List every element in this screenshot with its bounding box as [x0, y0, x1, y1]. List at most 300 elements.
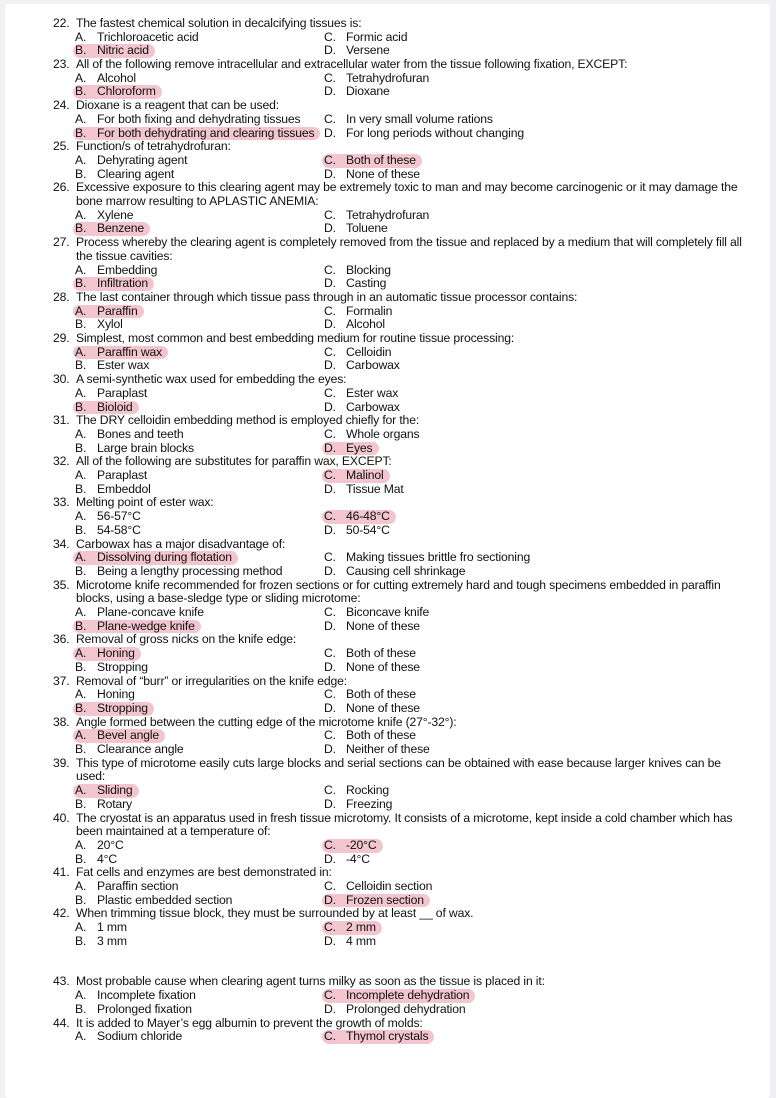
question-item: [53, 140, 753, 181]
option-text: Paraffin wax: [97, 344, 163, 359]
question-text: This type of microtome easily cuts large blocks and serial sections can be obtained with ease because larger knives can be used:: [76, 755, 721, 784]
option-letter: B.: [75, 43, 87, 58]
option-letter: B.: [75, 221, 87, 236]
question-text: Removal of gross nicks on the knife edge:: [76, 632, 297, 647]
question-stem: [53, 455, 753, 469]
option-letter: C.: [324, 303, 336, 318]
question-text: Carbowax has a major disadvantage of:: [76, 536, 286, 551]
answer-option: [324, 1003, 466, 1017]
option-letter: A.: [75, 550, 87, 565]
option-text: Neither of these: [346, 742, 430, 756]
question-number: 44.: [53, 1015, 70, 1030]
option-content: [75, 483, 151, 497]
option-content: [324, 702, 420, 716]
option-letter: D.: [324, 481, 336, 496]
highlighted-answer: [73, 346, 168, 360]
option-letter: B.: [75, 125, 87, 140]
option-content: [75, 1030, 182, 1044]
option-letter: A.: [75, 29, 87, 44]
option-letter: D.: [324, 1001, 336, 1016]
option-text: Clearance angle: [97, 742, 184, 756]
highlighted-answer: [73, 702, 154, 716]
answer-option: [324, 31, 407, 45]
answer-option: [324, 277, 386, 291]
answer-options: [53, 510, 753, 537]
option-content: [75, 168, 174, 182]
answer-option: [324, 661, 420, 675]
answer-options: [53, 839, 753, 866]
option-letter: D.: [324, 276, 336, 291]
option-text: Tissue Mat: [346, 481, 404, 496]
answer-options: [53, 113, 753, 140]
answer-option: [324, 222, 388, 236]
answer-option: [324, 921, 382, 935]
question-stem: [53, 757, 753, 784]
option-letter: A.: [75, 988, 87, 1003]
option-content: [324, 483, 404, 497]
option-letter: D.: [324, 125, 336, 140]
option-letter: C.: [324, 550, 336, 565]
question-number: 23.: [53, 57, 70, 72]
option-letter: D.: [324, 659, 336, 674]
option-letter: B.: [75, 933, 87, 948]
question-number: 39.: [53, 755, 70, 770]
answer-option: [75, 661, 148, 675]
option-content: [324, 428, 419, 442]
answer-options: [53, 551, 753, 578]
option-letter: B.: [75, 1001, 87, 1016]
answer-option: [324, 989, 475, 1003]
question-stem: [53, 140, 753, 154]
option-text: Casting: [346, 276, 387, 291]
highlighted-answer: [322, 894, 430, 908]
option-content: [324, 524, 390, 538]
question-text: All of the following are substitutes for paraffin wax, EXCEPT:: [76, 454, 392, 469]
question-number: 42.: [53, 906, 70, 921]
option-text: Plastic embedded section: [97, 892, 233, 907]
answer-option: [324, 346, 391, 360]
option-text: Honing: [97, 687, 135, 702]
option-letter: C.: [324, 468, 336, 483]
answer-options: [53, 729, 753, 756]
option-letter: C.: [324, 728, 336, 743]
option-letter: D.: [324, 399, 336, 414]
option-letter: C.: [324, 837, 336, 852]
highlighted-answer: [73, 277, 154, 291]
question-text: Simplest, most common and best embedding medium for routine tissue processing:: [76, 331, 515, 346]
answer-option: [324, 729, 416, 743]
question-number: 36.: [53, 632, 70, 647]
question-item: [53, 675, 753, 716]
option-content: [324, 729, 416, 743]
option-content: [324, 72, 429, 86]
option-content: [324, 743, 430, 757]
option-content: [324, 127, 524, 141]
answer-option: [324, 524, 390, 538]
answer-option: [75, 510, 141, 524]
option-text: Incomplete fixation: [97, 988, 196, 1003]
question-number: 30.: [53, 372, 70, 387]
option-letter: C.: [324, 879, 336, 893]
option-text: 20°C: [97, 837, 124, 852]
answer-option: [75, 318, 123, 332]
option-letter: D.: [324, 358, 336, 373]
answer-option: [324, 264, 391, 278]
option-text: Sodium chloride: [97, 1029, 183, 1044]
question-stem: [53, 373, 753, 387]
answer-option: [75, 277, 154, 291]
option-content: [75, 935, 127, 949]
answer-option: [75, 85, 162, 99]
answer-option: [75, 606, 204, 620]
option-letter: C.: [324, 344, 336, 359]
question-item: [53, 812, 753, 867]
answer-option: [75, 839, 124, 853]
question-number: 26.: [53, 180, 70, 195]
highlighted-answer: [322, 839, 383, 853]
answer-option: [75, 72, 136, 86]
option-text: Stropping: [97, 700, 148, 715]
highlighted-answer: [73, 620, 201, 634]
option-letter: A.: [75, 646, 87, 661]
question-stem: [53, 236, 753, 263]
option-text: Alcohol: [97, 70, 136, 85]
option-content: [324, 935, 376, 949]
option-content: [324, 209, 429, 223]
highlighted-answer: [322, 469, 390, 483]
option-letter: A.: [75, 70, 87, 85]
option-text: Paraffin section: [97, 879, 179, 893]
question-text: Angle formed between the cutting edge of the microtome knife (27°-32°):: [76, 714, 457, 729]
question-stem: [53, 579, 753, 606]
option-letter: A.: [75, 426, 87, 441]
highlighted-answer: [73, 44, 155, 58]
option-text: Nitric acid: [97, 43, 149, 58]
answer-option: [75, 428, 184, 442]
option-text: Making tissues brittle fro sectioning: [346, 550, 531, 565]
option-content: [75, 318, 123, 332]
option-letter: A.: [75, 837, 87, 852]
question-text: The fastest chemical solution in decalcifying tissues is:: [76, 16, 362, 30]
question-text: The cryostat is an apparatus used in fresh tissue microtomy. It consists of a microtome, kept inside a cold chamber which has been maintained at a temperature of:: [76, 810, 733, 839]
highlighted-answer: [73, 222, 150, 236]
option-text: Paraplast: [97, 468, 148, 483]
answer-option: [324, 428, 419, 442]
question-text: Excessive exposure to this clearing agent may be extremely toxic to man and may become carcinogenic or it may damage the bone marrow resulting to APLASTIC ANEMIA:: [76, 180, 738, 209]
answer-option: [75, 935, 127, 949]
option-text: Sliding: [97, 783, 133, 798]
option-text: Xylol: [97, 317, 123, 332]
option-text: Paraffin: [97, 303, 138, 318]
answer-option: [75, 688, 135, 702]
question-item: [53, 291, 753, 332]
answer-option: [324, 620, 420, 634]
option-text: 3 mm: [97, 933, 127, 948]
option-text: Plane-wedge knife: [97, 618, 195, 633]
option-letter: D.: [324, 166, 336, 181]
question-number: 35.: [53, 577, 70, 592]
option-text: 46-48°C: [346, 509, 390, 524]
answer-options: [53, 989, 753, 1016]
option-content: [75, 359, 149, 373]
option-letter: B.: [75, 358, 87, 373]
highlighted-answer: [322, 1030, 434, 1044]
option-content: [75, 113, 301, 127]
answer-option: [324, 880, 432, 894]
option-text: Clearing agent: [97, 166, 175, 181]
question-stem: [53, 291, 753, 305]
option-text: Celloidin: [346, 344, 392, 359]
question-number: 31.: [53, 413, 70, 428]
highlighted-answer: [73, 784, 139, 798]
option-letter: A.: [75, 605, 87, 620]
option-content: [324, 264, 391, 278]
option-content: [324, 318, 385, 332]
option-text: None of these: [346, 659, 420, 674]
question-number: 22.: [53, 16, 70, 30]
option-letter: A.: [75, 207, 87, 222]
question-stem: [53, 538, 753, 552]
question-item: [53, 414, 753, 455]
option-content: [75, 921, 127, 935]
option-content: [324, 606, 429, 620]
option-letter: B.: [75, 892, 87, 907]
option-content: [75, 72, 136, 86]
question-number: 24.: [53, 98, 70, 113]
option-text: For both dehydrating and clearing tissues: [97, 125, 315, 140]
answer-option: [324, 606, 429, 620]
question-item: [53, 538, 753, 579]
answer-option: [75, 483, 151, 497]
answer-options: [53, 880, 753, 907]
option-text: Prolonged dehydration: [346, 1001, 466, 1016]
answer-option: [324, 1030, 434, 1044]
option-letter: D.: [324, 933, 336, 948]
option-text: Toluene: [346, 221, 388, 236]
option-letter: C.: [324, 687, 336, 702]
option-content: [75, 853, 117, 867]
option-text: Plane-concave knife: [97, 605, 204, 620]
option-letter: B.: [75, 700, 87, 715]
answer-option: [324, 305, 392, 319]
question-text: The last container through which tissue pass through in an automatic tissue processor contains:: [76, 289, 578, 304]
answer-option: [75, 524, 141, 538]
question-text: Removal of “burr” or irregularities on the knife edge:: [76, 673, 347, 688]
option-letter: C.: [324, 29, 336, 44]
answer-options: [53, 31, 753, 58]
answer-option: [75, 989, 196, 1003]
option-text: Eyes: [346, 440, 373, 455]
question-stem: [53, 975, 753, 989]
question-text: Most probable cause when clearing agent turns milky as soon as the tissue is placed in it:: [76, 974, 545, 989]
option-letter: A.: [75, 1029, 87, 1044]
option-text: Prolonged fixation: [97, 1001, 192, 1016]
question-number: 32.: [53, 454, 70, 469]
answer-options: [53, 921, 753, 948]
option-content: [75, 428, 184, 442]
option-text: Stropping: [97, 659, 148, 674]
option-letter: B.: [75, 84, 87, 99]
answer-option: [324, 401, 400, 415]
option-letter: D.: [324, 742, 336, 756]
option-content: [324, 277, 386, 291]
option-text: For both fixing and dehydrating tissues: [97, 111, 301, 126]
answer-option: [75, 853, 117, 867]
answer-option: [75, 222, 150, 236]
option-content: [324, 401, 400, 415]
option-letter: A.: [75, 262, 87, 277]
answer-options: [53, 387, 753, 414]
option-text: Tetrahydrofuran: [346, 207, 430, 222]
option-letter: B.: [75, 166, 87, 181]
option-text: Dioxane: [346, 84, 390, 99]
question-text: Function/s of tetrahydrofuran:: [76, 139, 231, 154]
option-content: [75, 894, 232, 908]
option-letter: B.: [75, 618, 87, 633]
option-letter: C.: [324, 920, 336, 935]
question-stem: [53, 99, 753, 113]
option-content: [75, 661, 148, 675]
question-number: 40.: [53, 810, 70, 825]
option-letter: D.: [324, 892, 336, 907]
option-content: [324, 620, 420, 634]
question-text: Microtome knife recommended for frozen sections or for cutting extremely hard and tough specimens embedded in paraffin blocks, using a base-sledge type or sliding microtome:: [76, 577, 721, 606]
answer-option: [75, 154, 187, 168]
question-stem: [53, 812, 753, 839]
answer-option: [75, 209, 133, 223]
answer-option: [324, 85, 390, 99]
question-item: [53, 975, 753, 1016]
question-stem: [53, 414, 753, 428]
answer-option: [75, 305, 144, 319]
answer-options: [53, 647, 753, 674]
question-stem: [53, 17, 753, 31]
answer-option: [324, 551, 530, 565]
answer-option: [75, 620, 201, 634]
question-stem: [53, 633, 753, 647]
option-content: [75, 743, 184, 757]
option-text: Xylene: [97, 207, 134, 222]
highlighted-answer: [73, 551, 238, 565]
question-stem: [53, 716, 753, 730]
answer-option: [75, 113, 301, 127]
question-text: Melting point of ester wax:: [76, 495, 214, 510]
answer-option: [324, 72, 429, 86]
option-text: Biconcave knife: [346, 605, 430, 620]
question-number: 43.: [53, 974, 70, 989]
option-letter: C.: [324, 783, 336, 798]
highlighted-answer: [73, 729, 165, 743]
answer-option: [324, 387, 398, 401]
answer-options: [53, 688, 753, 715]
question-number: 34.: [53, 536, 70, 551]
question-number: 27.: [53, 235, 70, 250]
option-text: Embedding: [97, 262, 158, 277]
option-content: [324, 346, 391, 360]
answer-option: [324, 935, 376, 949]
option-text: Both of these: [346, 646, 416, 661]
option-text: Tetrahydrofuran: [346, 70, 430, 85]
option-content: [324, 853, 370, 867]
answer-option: [324, 798, 392, 812]
answer-option: [324, 702, 420, 716]
question-stem: [53, 907, 753, 921]
option-text: -4°C: [346, 851, 370, 866]
option-text: 1 mm: [97, 920, 127, 935]
answer-option: [75, 729, 165, 743]
option-text: -20°C: [346, 837, 377, 852]
option-letter: A.: [75, 385, 87, 400]
answer-options: [53, 428, 753, 455]
option-letter: B.: [75, 742, 87, 756]
option-letter: A.: [75, 468, 87, 483]
option-letter: D.: [324, 618, 336, 633]
answer-option: [75, 31, 199, 45]
question-stem: [53, 58, 753, 72]
question-item: [53, 907, 753, 948]
question-stem: [53, 332, 753, 346]
option-text: Rocking: [346, 783, 389, 798]
answer-options: [53, 72, 753, 99]
option-letter: D.: [324, 317, 336, 332]
answer-option: [75, 387, 147, 401]
option-text: Dissolving during flotation: [97, 550, 232, 565]
answer-option: [324, 483, 404, 497]
option-text: Carbowax: [346, 358, 400, 373]
option-content: [324, 113, 493, 127]
blank-gap: [53, 948, 753, 975]
answer-option: [324, 168, 420, 182]
highlighted-answer: [73, 85, 162, 99]
option-letter: B.: [75, 659, 87, 674]
option-letter: C.: [324, 70, 336, 85]
option-content: [75, 989, 196, 1003]
option-text: Honing: [97, 646, 135, 661]
option-letter: C.: [324, 111, 336, 126]
answer-option: [75, 551, 238, 565]
option-content: [75, 524, 141, 538]
option-letter: D.: [324, 796, 336, 811]
option-letter: C.: [324, 385, 336, 400]
question-item: [53, 716, 753, 757]
question-item: [53, 181, 753, 236]
answer-option: [324, 127, 524, 141]
answer-option: [75, 894, 232, 908]
option-text: 50-54°C: [346, 522, 390, 537]
answer-options: [53, 346, 753, 373]
answer-option: [75, 784, 139, 798]
question-text: A semi-synthetic wax used for embedding the eyes:: [76, 372, 347, 387]
option-letter: D.: [324, 43, 336, 58]
highlighted-answer: [73, 127, 320, 141]
question-stem: [53, 675, 753, 689]
option-content: [324, 31, 407, 45]
option-content: [324, 222, 388, 236]
answer-options: [53, 154, 753, 181]
answer-option: [75, 442, 194, 456]
option-letter: D.: [324, 700, 336, 715]
question-item: [53, 757, 753, 812]
question-number: 41.: [53, 865, 70, 880]
option-text: None of these: [346, 166, 420, 181]
option-letter: C.: [324, 509, 336, 524]
option-letter: B.: [75, 481, 87, 496]
answer-options: [53, 784, 753, 811]
option-letter: A.: [75, 728, 87, 743]
option-letter: A.: [75, 687, 87, 702]
option-letter: B.: [75, 399, 87, 414]
option-text: Celloidin section: [346, 879, 433, 893]
